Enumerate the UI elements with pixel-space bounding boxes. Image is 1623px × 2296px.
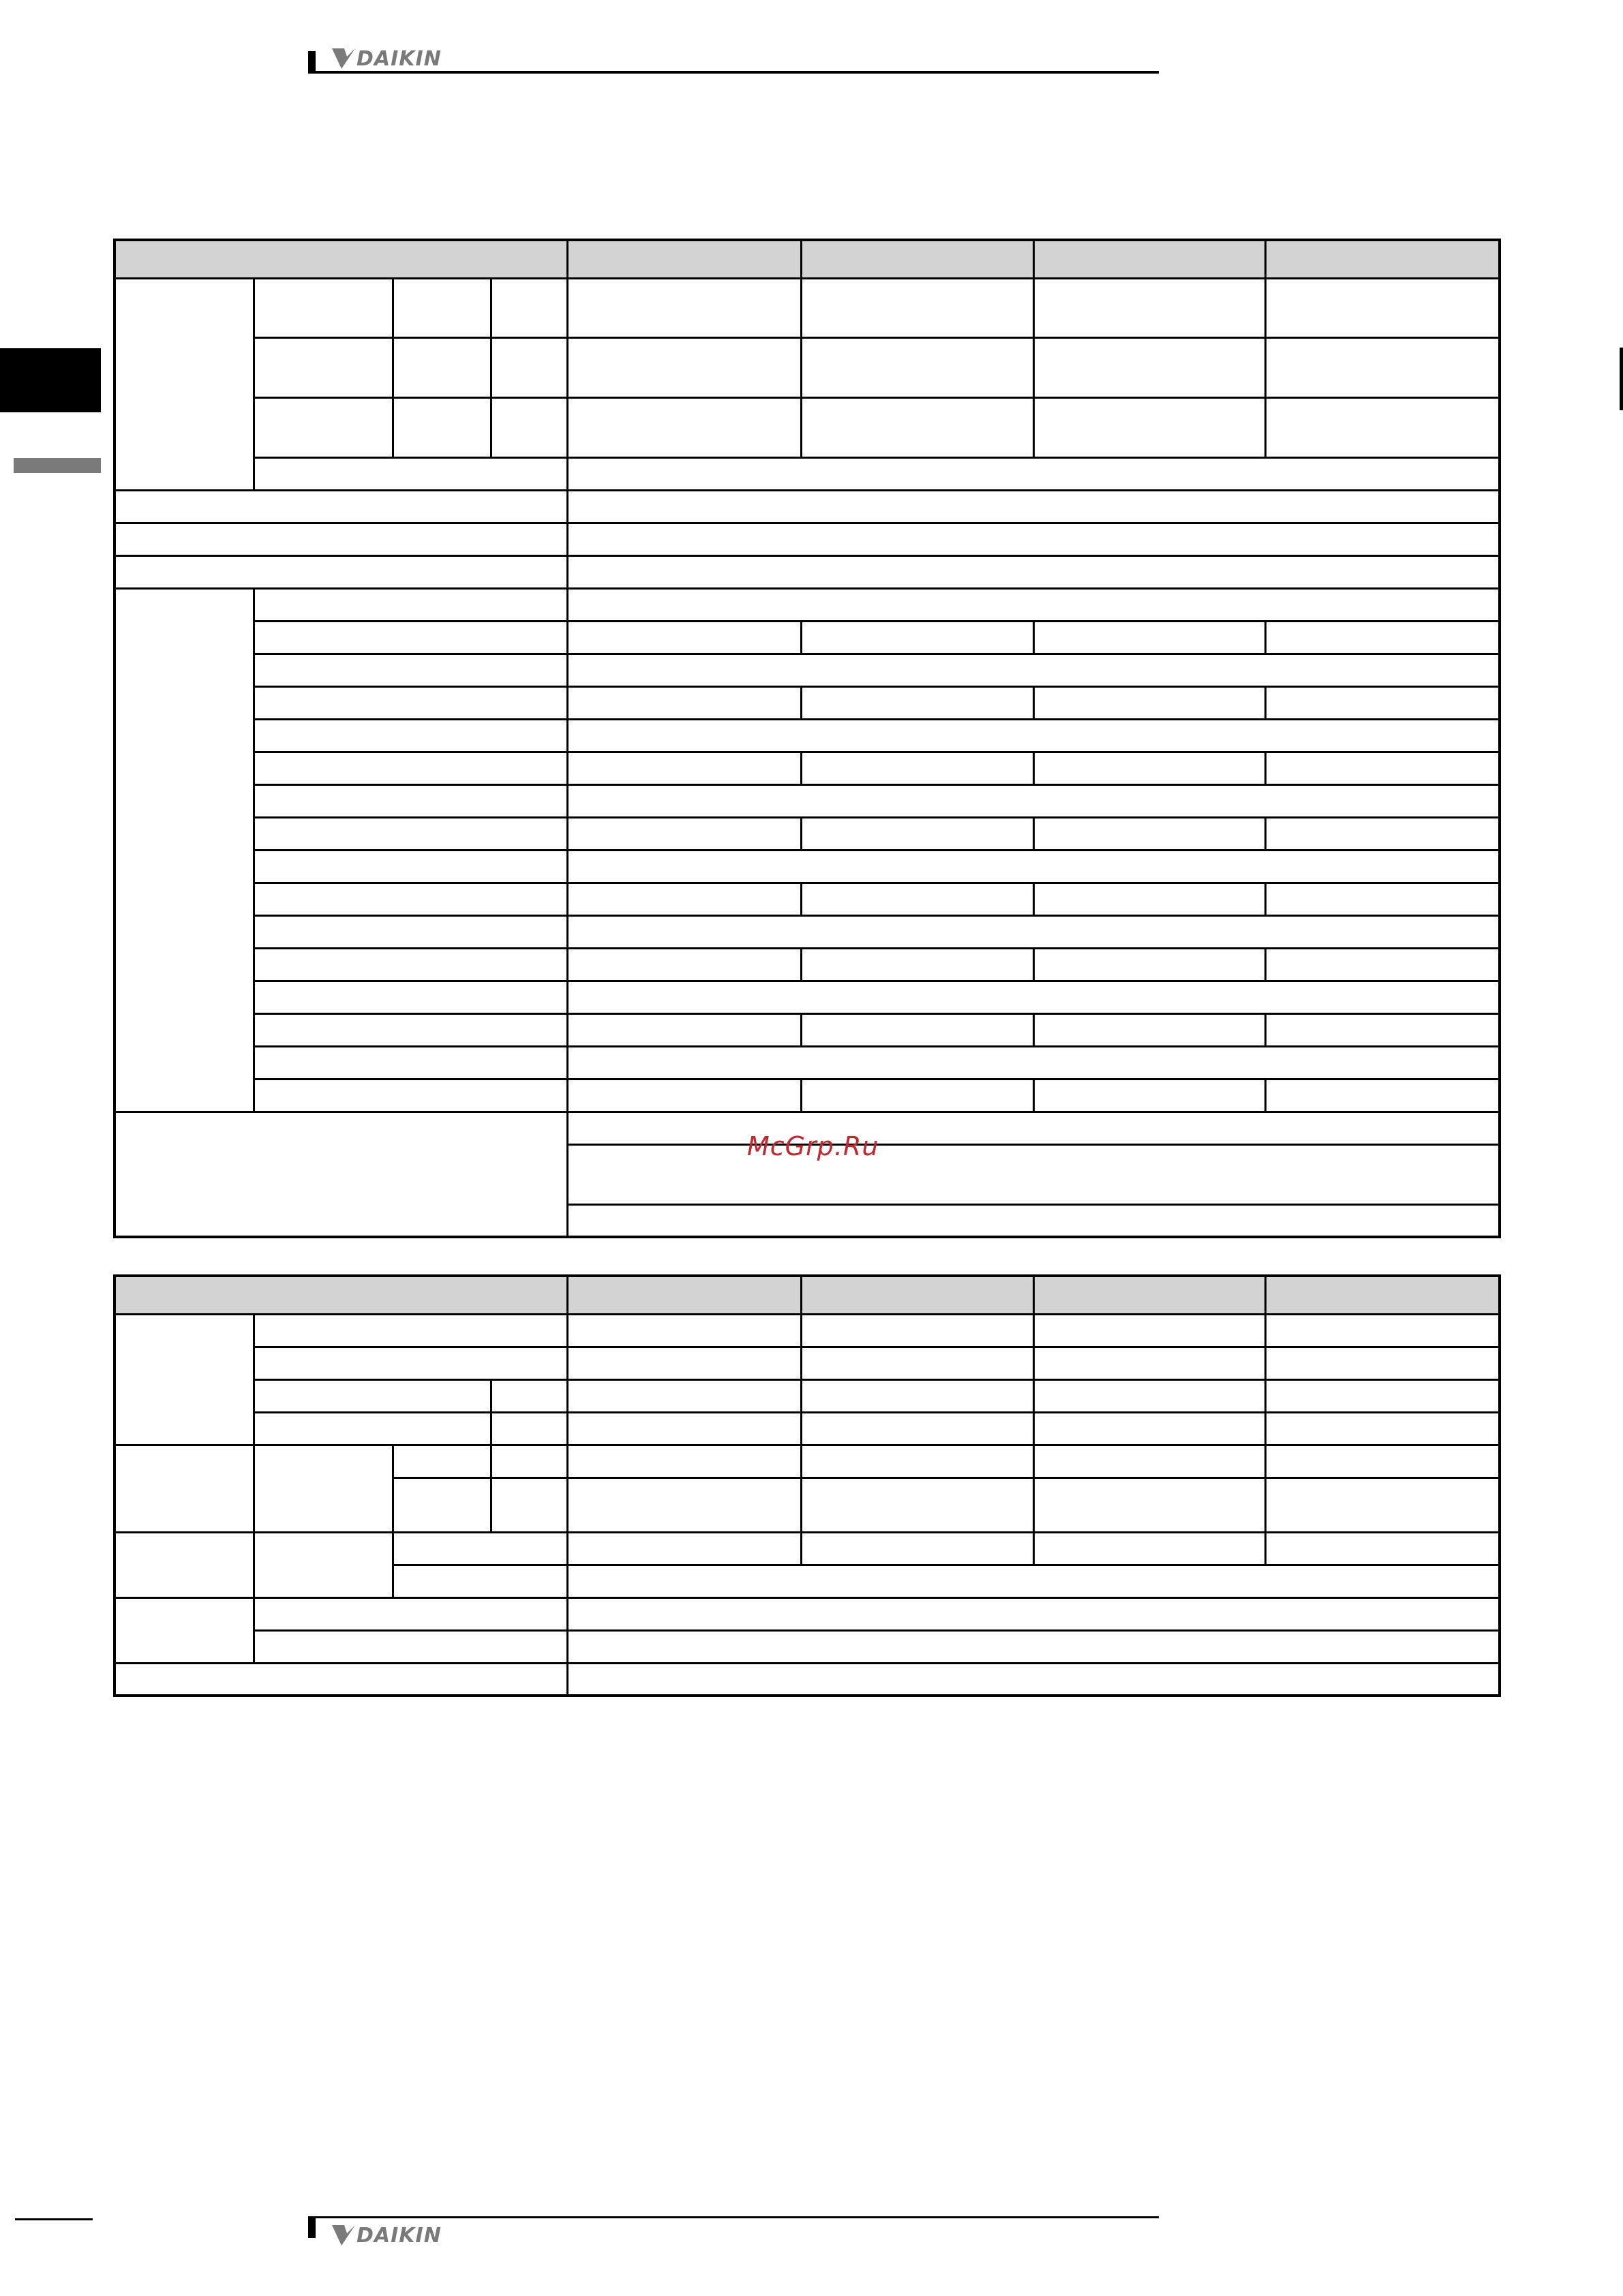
table-header-cell	[1033, 240, 1265, 278]
table-cell	[115, 1112, 568, 1237]
table-row	[115, 948, 1500, 981]
table-row	[115, 555, 1500, 588]
table-cell	[568, 1013, 802, 1046]
header-brand-text: DAIKIN	[357, 46, 442, 71]
table-row	[115, 752, 1500, 784]
table-row	[115, 1013, 1500, 1046]
table-cell	[568, 621, 802, 654]
table-cell	[1033, 948, 1265, 981]
table-cell	[1266, 1347, 1500, 1379]
table-cell	[254, 1597, 567, 1630]
table-row	[115, 337, 1500, 397]
table-cell	[568, 719, 1500, 752]
table-row	[115, 1379, 1500, 1412]
table-cell	[254, 1379, 491, 1412]
table-row	[115, 1663, 1500, 1696]
table-cell	[802, 817, 1033, 850]
table-cell	[568, 1565, 1500, 1597]
table-cell	[802, 1532, 1033, 1565]
table-cell	[1266, 1314, 1500, 1347]
table-cell	[1266, 1532, 1500, 1565]
table-row	[115, 457, 1500, 490]
table-cell	[1033, 817, 1265, 850]
table-cell	[254, 948, 567, 981]
table-cell	[393, 1478, 491, 1532]
table-cell	[568, 1046, 1500, 1079]
table-cell	[568, 883, 802, 915]
table-header-cell	[802, 1276, 1033, 1314]
table-cell	[568, 686, 802, 719]
table-cell	[254, 457, 567, 490]
table-cell	[568, 1630, 1500, 1663]
table-cell	[1266, 752, 1500, 784]
table-cell	[802, 1412, 1033, 1445]
table-cell	[491, 1478, 568, 1532]
table-cell	[1033, 752, 1265, 784]
table-row	[115, 1347, 1500, 1379]
table-cell	[568, 555, 1500, 588]
table-cell	[393, 1445, 491, 1478]
table-row	[115, 523, 1500, 555]
table-cell	[1266, 1412, 1500, 1445]
table-row	[115, 588, 1500, 621]
table-cell	[802, 948, 1033, 981]
table-cell	[802, 1347, 1033, 1379]
table-cell	[115, 1663, 568, 1696]
table-cell	[254, 1046, 567, 1079]
table-cell	[568, 1532, 802, 1565]
table-cell	[254, 278, 393, 337]
table-header-cell	[115, 240, 568, 278]
table-cell	[1266, 621, 1500, 654]
table-cell	[115, 588, 254, 1112]
table-cell	[491, 337, 568, 397]
table-cell	[254, 752, 567, 784]
table-cell	[1033, 278, 1265, 337]
table-row	[115, 490, 1500, 523]
table-cell	[802, 1079, 1033, 1112]
table-cell	[254, 686, 567, 719]
table-cell	[115, 555, 568, 588]
table-cell	[802, 1013, 1033, 1046]
table-row	[115, 1630, 1500, 1663]
table-cell	[393, 397, 491, 457]
table-header-cell	[568, 240, 802, 278]
table-cell	[568, 654, 1500, 686]
table-cell	[254, 397, 393, 457]
table-row	[115, 1314, 1500, 1347]
table-cell	[568, 457, 1500, 490]
table-cell	[254, 719, 567, 752]
table-cell	[1033, 1314, 1265, 1347]
table-cell	[802, 1379, 1033, 1412]
table-cell	[568, 1144, 1500, 1204]
table-cell	[802, 1314, 1033, 1347]
header-rule	[308, 71, 1159, 74]
table-cell	[568, 397, 802, 457]
table-cell	[393, 1565, 567, 1597]
table-cell	[1033, 1532, 1265, 1565]
table-cell	[568, 850, 1500, 883]
table-cell	[393, 1532, 567, 1565]
table-cell	[1266, 948, 1500, 981]
footer-rule	[308, 2216, 1159, 2218]
table-row	[115, 883, 1500, 915]
table-cell	[568, 752, 802, 784]
table-cell	[802, 1478, 1033, 1532]
table-cell	[115, 523, 568, 555]
table-cell	[1266, 1013, 1500, 1046]
chapter-tab-dark	[0, 348, 101, 412]
table-header-cell	[1033, 1276, 1265, 1314]
table-cell	[491, 278, 568, 337]
table-cell	[568, 1445, 802, 1478]
table-cell	[1033, 1379, 1265, 1412]
table-cell	[802, 883, 1033, 915]
table-row	[115, 1532, 1500, 1565]
table-cell	[254, 981, 567, 1013]
table-cell	[1266, 883, 1500, 915]
table-row	[115, 1079, 1500, 1112]
table-row	[115, 1412, 1500, 1445]
table-cell	[568, 1204, 1500, 1237]
table-cell	[1033, 1478, 1265, 1532]
table-cell	[254, 1314, 567, 1347]
table-cell	[1266, 397, 1500, 457]
table-cell	[254, 915, 567, 948]
table-cell	[254, 1630, 567, 1663]
table-cell	[568, 1112, 1500, 1144]
daikin-wing-icon	[332, 2225, 355, 2246]
table-cell	[1033, 1013, 1265, 1046]
table-cell	[568, 915, 1500, 948]
table-cell	[568, 817, 802, 850]
table-cell	[568, 1478, 802, 1532]
table-cell	[802, 1445, 1033, 1478]
table-row	[115, 654, 1500, 686]
table-cell	[1033, 621, 1265, 654]
table-cell	[254, 1445, 393, 1532]
table-cell	[802, 686, 1033, 719]
table-cell	[568, 1314, 802, 1347]
table-cell	[1266, 337, 1500, 397]
table-cell	[568, 1663, 1500, 1696]
table-cell	[254, 654, 567, 686]
spec-table-2	[113, 1274, 1501, 1697]
table-cell	[568, 1379, 802, 1412]
table-cell	[254, 1347, 567, 1379]
daikin-wing-icon	[332, 48, 355, 69]
table-cell	[1266, 278, 1500, 337]
table-cell	[568, 523, 1500, 555]
table-cell	[115, 1597, 254, 1663]
watermark-text: McGrp.Ru	[747, 1131, 879, 1161]
right-edge-mark	[1620, 348, 1623, 410]
table-cell	[568, 1347, 802, 1379]
table-row	[115, 817, 1500, 850]
table-row	[115, 981, 1500, 1013]
table-cell	[802, 278, 1033, 337]
table-cell	[1266, 1079, 1500, 1112]
table-cell	[568, 1079, 802, 1112]
footer-daikin-logo	[332, 2223, 442, 2248]
table-cell	[115, 278, 254, 490]
table-cell	[393, 278, 491, 337]
table-cell	[1033, 686, 1265, 719]
table-cell	[115, 1445, 254, 1532]
table-header-cell	[802, 240, 1033, 278]
table-row	[115, 621, 1500, 654]
table-cell	[568, 278, 802, 337]
table-cell	[1033, 1347, 1265, 1379]
header-brand-bar	[308, 51, 316, 73]
table-cell	[115, 1532, 254, 1597]
table-cell	[254, 621, 567, 654]
table-cell	[254, 850, 567, 883]
table-cell	[1266, 817, 1500, 850]
chapter-tab-grey	[14, 458, 101, 473]
table-cell	[1266, 686, 1500, 719]
table-cell	[1266, 1478, 1500, 1532]
table-header-cell	[1266, 240, 1500, 278]
table-cell	[254, 784, 567, 817]
table-row	[115, 784, 1500, 817]
table-cell	[802, 752, 1033, 784]
header-daikin-logo	[332, 46, 442, 71]
table-cell	[1033, 337, 1265, 397]
table-header-cell	[1266, 1276, 1500, 1314]
table-header-row	[115, 1276, 1500, 1314]
table-cell	[254, 1532, 393, 1597]
table-cell	[1033, 397, 1265, 457]
table-cell	[254, 337, 393, 397]
table-cell	[254, 883, 567, 915]
table-cell	[1033, 1445, 1265, 1478]
table-cell	[491, 1445, 568, 1478]
table-cell	[491, 1412, 568, 1445]
table-header-row	[115, 240, 1500, 278]
table-row	[115, 1046, 1500, 1079]
table-cell	[115, 490, 568, 523]
table-row	[115, 278, 1500, 337]
footer-brand-bar	[308, 2216, 316, 2238]
table-cell	[1033, 1412, 1265, 1445]
table-cell	[568, 490, 1500, 523]
table-cell	[254, 1079, 567, 1112]
footer-brand-text: DAIKIN	[357, 2223, 442, 2248]
spec-table-1	[113, 239, 1501, 1238]
table-cell	[568, 981, 1500, 1013]
table-header-cell	[115, 1276, 568, 1314]
table-cell	[568, 588, 1500, 621]
table-cell	[1033, 1079, 1265, 1112]
table-cell	[254, 588, 567, 621]
table-cell	[393, 337, 491, 397]
table-cell	[568, 1597, 1500, 1630]
table-cell	[568, 1412, 802, 1445]
table-row	[115, 850, 1500, 883]
table-cell	[802, 621, 1033, 654]
table-cell	[802, 397, 1033, 457]
table-cell	[568, 337, 802, 397]
table-row	[115, 719, 1500, 752]
table-cell	[254, 1013, 567, 1046]
table-header-cell	[568, 1276, 802, 1314]
table-cell	[115, 1314, 254, 1445]
table-cell	[491, 1379, 568, 1412]
table-cell	[1266, 1445, 1500, 1478]
table-cell	[254, 817, 567, 850]
table-row	[115, 1445, 1500, 1478]
table-row	[115, 915, 1500, 948]
table-row	[115, 686, 1500, 719]
table-row	[115, 1597, 1500, 1630]
table-row	[115, 397, 1500, 457]
table-cell	[1033, 883, 1265, 915]
table-cell	[568, 784, 1500, 817]
table-cell	[491, 397, 568, 457]
table-cell	[802, 337, 1033, 397]
table-cell	[568, 948, 802, 981]
table-cell	[254, 1412, 491, 1445]
footer-left-rule	[15, 2218, 93, 2220]
table-cell	[1266, 1379, 1500, 1412]
